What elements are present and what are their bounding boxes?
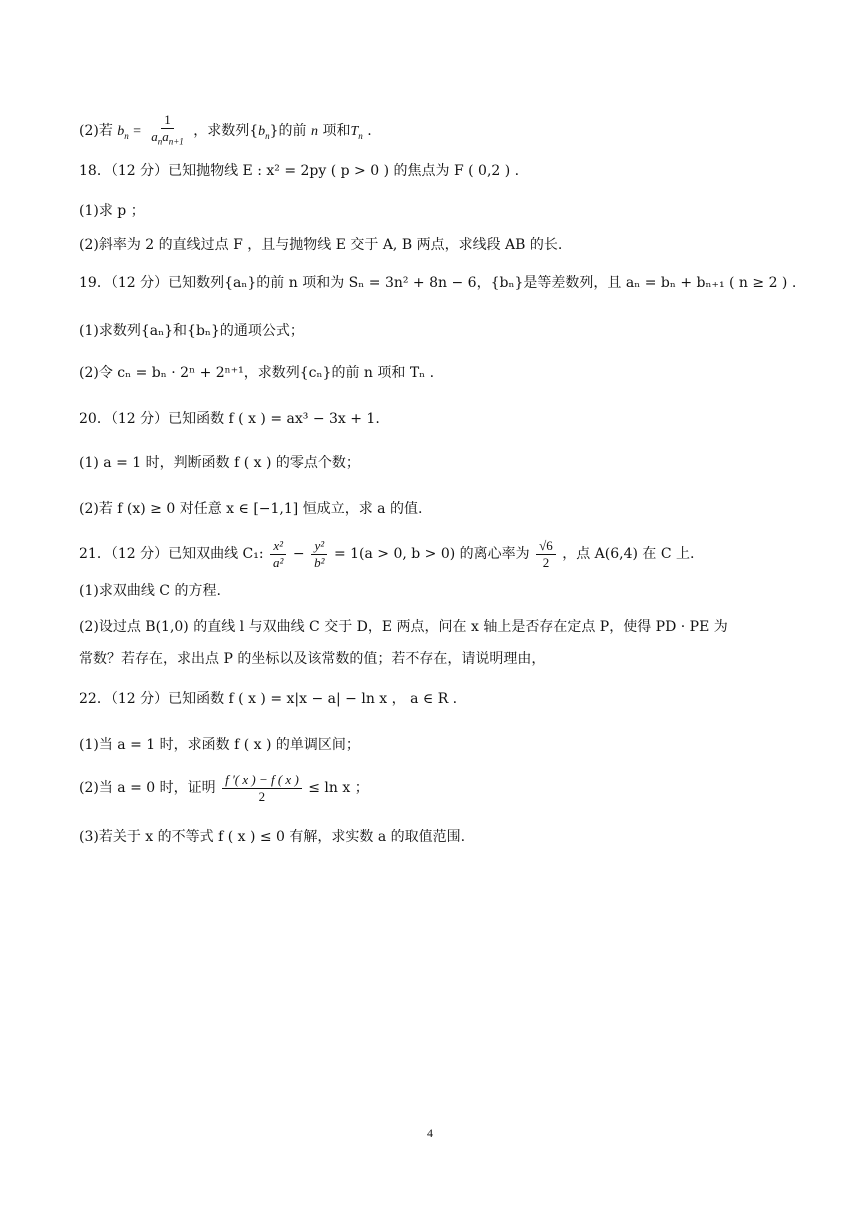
q17-part2-line [79, 112, 800, 150]
bn-fraction: $\frac{1}{a_na_{n+1}}$ [151, 112, 184, 147]
q20-part1: (1) a = 1 时，判断函数 f ( x ) 的零点个数； [79, 455, 360, 471]
q22-part2 [79, 768, 800, 808]
q22-part3: (3)若关于 x 的不等式 f ( x ) ≤ 0 有解，求实数 a 的取值范围. [79, 829, 466, 845]
x-squared-over-a-squared: $\frac{\text{x²}}{\text{a²}}$ [270, 538, 286, 571]
minus-sign: − [292, 546, 310, 562]
q20-stem: 20．（12 分）已知函数 f ( x ) = ax³ − 3x + 1. [79, 411, 380, 427]
eccentricity-fraction: $\frac{√6}{2}$ [536, 538, 556, 571]
q21-stem [79, 534, 800, 574]
q21-prefix: 21．（12 分）已知双曲线 C₁: [79, 546, 269, 562]
q19-stem: 19．（12 分）已知数列{aₙ}的前 n 项和为 Sₙ = 3n² + 8n − 6，{bₙ}是等差数列，且 aₙ = bₙ + bₙ₊₁ ( n ≥ 2 ) . [79, 275, 797, 291]
q17-part2-prefix: (2)若 [79, 122, 118, 139]
page-number: 4 [427, 1126, 433, 1140]
q18-stem: 18．（12 分）已知抛物线 E : x² = 2py ( p > 0 ) 的焦点为 F ( 0,2 ) . [79, 163, 520, 179]
q21-suffix: ，点 A(6,4) 在 C 上. [562, 546, 695, 562]
q17-part2-suffix: ，求数列$\{b_n\}$的前 n 项和$T_n$ . [193, 122, 372, 141]
q21-part2-line1: (2)设过点 B(1,0) 的直线 l 与双曲线 C 交于 D，E 两点，问在 x 轴上是否存在定点 P，使得 PD · PE 为 [79, 619, 728, 635]
q21-part1: (1)求双曲线 C 的方程. [79, 583, 221, 599]
q22-part2-prefix: (2)当 a = 0 时，证明 [79, 780, 221, 796]
q22-stem: 22．（12 分）已知函数 f ( x ) = x|x − a| − ln x ， a ∈ R . [79, 691, 458, 707]
q20-part2: (2)若 f (x) ≥ 0 对任意 x ∈ [−1,1] 恒成立，求 a 的值. [79, 501, 423, 517]
q21-part2-line2: 常数？若存在，求出点 P 的坐标以及该常数的值；若不存在，请说明理由， [79, 651, 546, 667]
q18-part2: (2)斜率为 2 的直线过点 F ，且与抛物线 E 交于 A, B 两点，求线段 AB 的长. [79, 237, 563, 253]
derivative-fraction: $\frac{f '( x ) - f ( x )}{2}$ [222, 772, 302, 805]
bn-definition: $b_n$ = [117, 123, 142, 141]
q22-part2-suffix: ≤ ln x ； [308, 780, 369, 796]
q19-part2: (2)令 cₙ = bₙ · 2ⁿ + 2ⁿ⁺¹，求数列{cₙ}的前 n 项和 Tₙ . [79, 365, 435, 381]
q18-part1: (1)求 p ； [79, 203, 145, 219]
q22-part1: (1)当 a = 1 时，求函数 f ( x ) 的单调区间； [79, 737, 360, 753]
q19-part1: (1)求数列{aₙ}和{bₙ}的通项公式； [79, 323, 304, 339]
y-squared-over-b-squared: $\frac{\text{y²}}{\text{b²}}$ [311, 538, 327, 571]
q21-middle: = 1(a > 0, b > 0) 的离心率为 [333, 546, 530, 562]
